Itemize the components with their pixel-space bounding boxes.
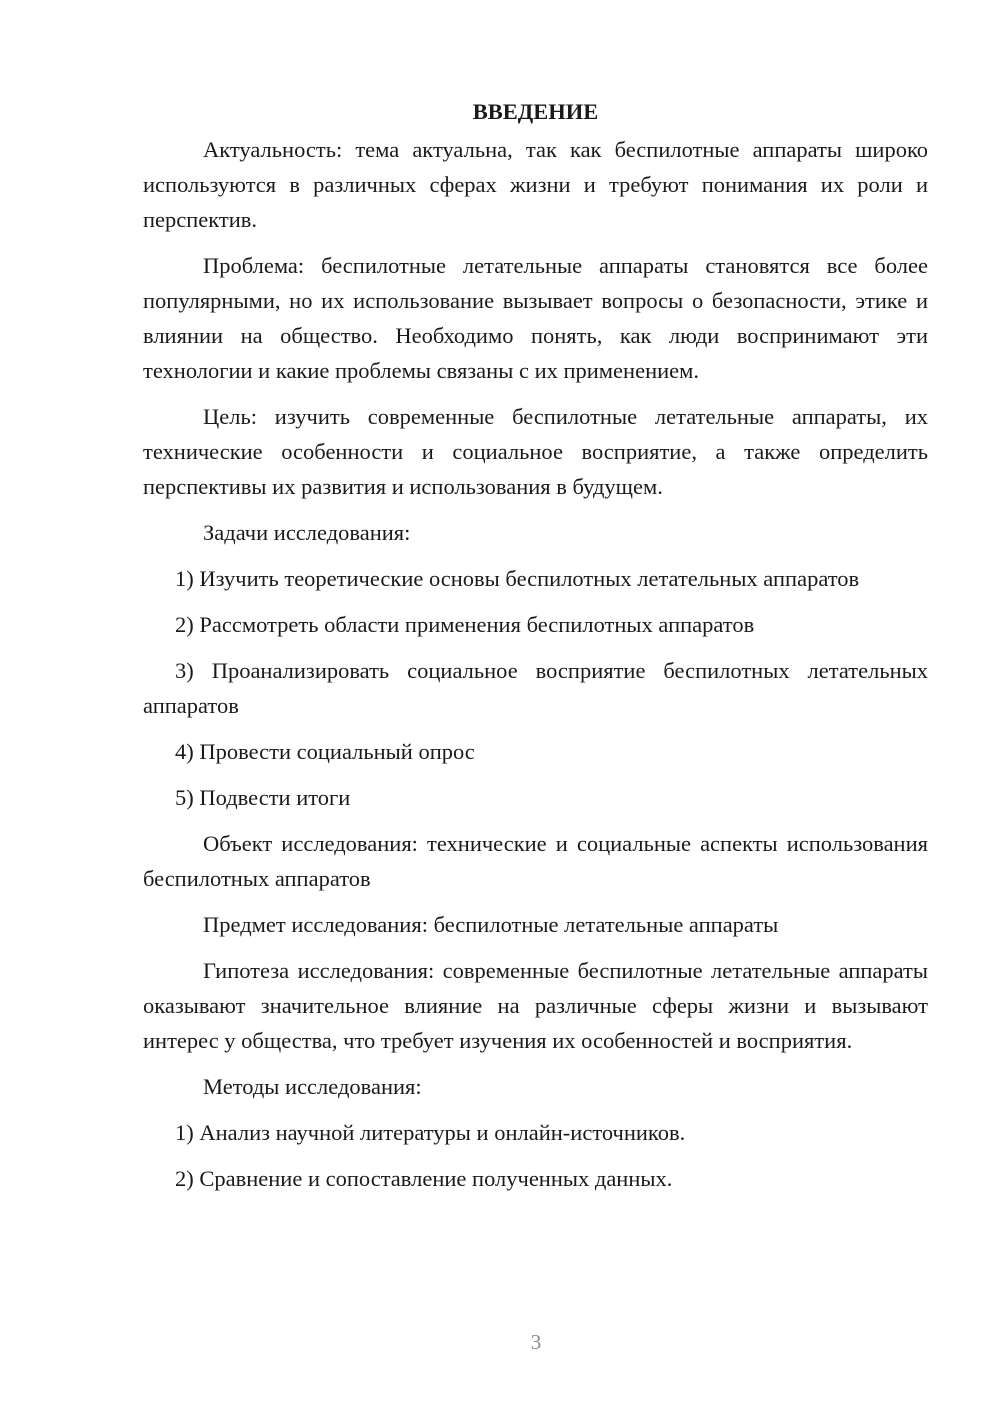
paragraph-methods-heading: Методы исследования: xyxy=(203,1074,422,1099)
paragraph-relevance: Актуальность: тема актуальна, так как беспилотные аппараты широко используются в различных сферах жизни и требуют понимания их роли и перспектив. xyxy=(143,137,928,232)
section-title: ВВЕДЕНИЕ xyxy=(472,99,599,124)
list-item-method-2: 2) Сравнение и сопоставление полученных данных. xyxy=(175,1166,673,1191)
paragraph-tasks-heading: Задачи исследования: xyxy=(203,520,411,545)
list-item-method-1: 1) Анализ научной литературы и онлайн-источников. xyxy=(175,1120,686,1145)
list-item-task-3: 3) Проанализировать социальное восприятие беспилотных летательных аппаратов xyxy=(143,658,928,718)
document-page xyxy=(143,97,928,1207)
list-item-task-4: 4) Провести социальный опрос xyxy=(175,739,475,764)
paragraph-subject: Предмет исследования: беспилотные летательные аппараты xyxy=(203,912,779,937)
paragraph-problem: Проблема: беспилотные летательные аппараты становятся все более популярными, но их использование вызывает вопросы о безопасности, этике и влиянии на общество. Необходимо понять, как люди воспринимают эти технологии и какие проблемы связаны с их применением. xyxy=(143,253,928,383)
page-number: 3 xyxy=(530,1330,542,1354)
paragraph-hypothesis: Гипотеза исследования: современные беспилотные летательные аппараты оказывают значительное влияние на различные сферы жизни и вызывают интерес у общества, что требует изучения их особенностей и восприятия. xyxy=(143,958,928,1053)
paragraph-goal: Цель: изучить современные беспилотные летательные аппараты, их технические особенности и социальное восприятие, а также определить перспективы их развития и использования в будущем. xyxy=(143,404,928,499)
list-item-task-5: 5) Подвести итоги xyxy=(175,785,351,810)
list-item-task-2: 2) Рассмотреть области применения беспилотных аппаратов xyxy=(175,612,755,637)
list-item-task-1: 1) Изучить теоретические основы беспилотных летательных аппаратов xyxy=(175,566,860,591)
paragraph-object: Объект исследования: технические и социальные аспекты использования беспилотных аппаратов xyxy=(143,831,928,891)
